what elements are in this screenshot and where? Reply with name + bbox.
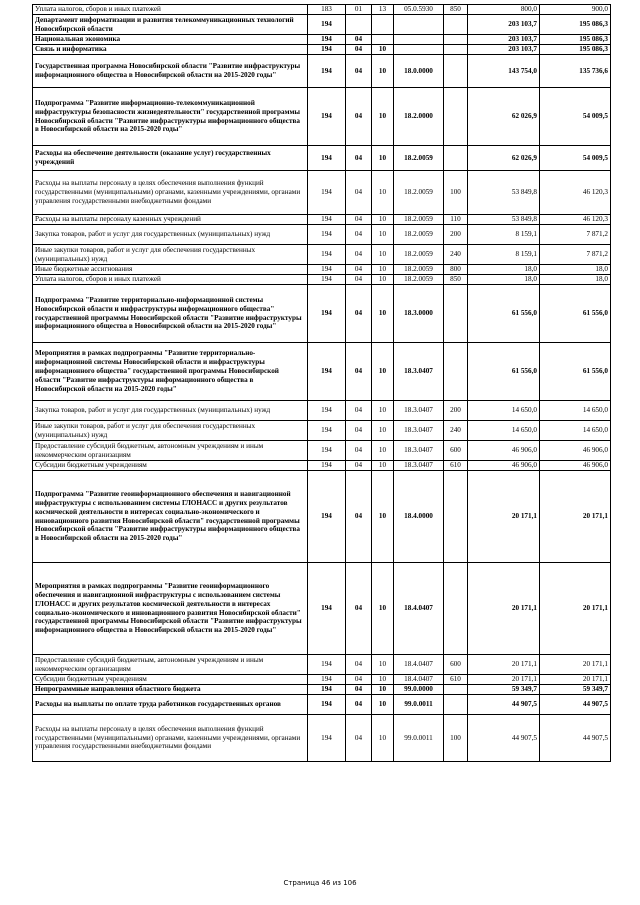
table-row	[33, 343, 611, 401]
cell-expense-type-code	[444, 55, 468, 88]
cell-subsection-code: 10	[372, 88, 394, 146]
cell-amount-year-1: 62 026,9	[468, 146, 540, 171]
cell-amount-year-2: 46 906,0	[540, 461, 611, 471]
cell-expense-name: Подпрограмма "Развитие геоинформационного обеспечения и навигационной инфраструктуры с использованием системы ГЛОНАСС и других результатов космической деятельности в интересах социально-экономического и инновационного развития Новосибирской области" государственной программы Новосибирской области "Развитие инфраструктуры информационного общества в Новосибирской области на 2015-2020 годы"	[33, 471, 308, 563]
cell-subsection-code: 10	[372, 715, 394, 762]
cell-subsection-code: 10	[372, 225, 394, 245]
cell-target-article-code: 18.2.0059	[394, 225, 444, 245]
cell-amount-year-2: 46 906,0	[540, 441, 611, 461]
cell-subsection-code: 10	[372, 401, 394, 421]
cell-expense-type-code: 200	[444, 225, 468, 245]
cell-section-code: 04	[346, 695, 372, 715]
cell-expense-name: Иные бюджетные ассигнования	[33, 265, 308, 275]
cell-target-article-code	[394, 45, 444, 55]
cell-expense-name: Государственная программа Новосибирской области "Развитие инфраструктуры информационного общества в Новосибирской области на 2015-2020 годы"	[33, 55, 308, 88]
cell-amount-year-2: 20 171,1	[540, 655, 611, 675]
cell-section-code: 04	[346, 715, 372, 762]
cell-target-article-code: 18.0.0000	[394, 55, 444, 88]
cell-expense-type-code	[444, 15, 468, 35]
cell-amount-year-1: 62 026,9	[468, 88, 540, 146]
cell-expense-name: Предоставление субсидий бюджетным, автономным учреждениям и иным некоммерческим организациям	[33, 441, 308, 461]
cell-subsection-code: 10	[372, 245, 394, 265]
cell-amount-year-1: 46 906,0	[468, 441, 540, 461]
cell-amount-year-2: 14 650,0	[540, 421, 611, 441]
cell-amount-year-1: 203 103,7	[468, 45, 540, 55]
cell-expense-type-code: 600	[444, 441, 468, 461]
cell-expense-type-code	[444, 285, 468, 343]
cell-expense-name: Национальная экономика	[33, 35, 308, 45]
cell-section-code: 04	[346, 35, 372, 45]
cell-department-code: 194	[308, 461, 346, 471]
cell-section-code: 04	[346, 225, 372, 245]
cell-expense-name: Уплата налогов, сборов и иных платежей	[33, 5, 308, 15]
cell-expense-type-code: 850	[444, 275, 468, 285]
cell-amount-year-2: 54 009,5	[540, 146, 611, 171]
cell-amount-year-1: 18,0	[468, 265, 540, 275]
cell-target-article-code: 18.3.0407	[394, 421, 444, 441]
cell-expense-name: Иные закупки товаров, работ и услуг для обеспечения государственных (муниципальных) нужд	[33, 245, 308, 265]
cell-expense-type-code: 100	[444, 171, 468, 215]
cell-amount-year-1: 59 349,7	[468, 685, 540, 695]
table-row	[33, 441, 611, 461]
cell-expense-name: Непрограммные направления областного бюджета	[33, 685, 308, 695]
table-row	[33, 265, 611, 275]
table-row	[33, 461, 611, 471]
cell-department-code: 194	[308, 55, 346, 88]
cell-section-code: 04	[346, 55, 372, 88]
cell-expense-type-code: 850	[444, 5, 468, 15]
cell-expense-type-code	[444, 45, 468, 55]
cell-target-article-code: 18.3.0407	[394, 401, 444, 421]
cell-section-code: 04	[346, 343, 372, 401]
cell-expense-type-code	[444, 146, 468, 171]
cell-amount-year-1: 143 754,0	[468, 55, 540, 88]
cell-expense-type-code	[444, 343, 468, 401]
cell-expense-name: Закупка товаров, работ и услуг для государственных (муниципальных) нужд	[33, 401, 308, 421]
cell-subsection-code: 10	[372, 655, 394, 675]
cell-amount-year-2: 7 871,2	[540, 225, 611, 245]
table-row	[33, 171, 611, 215]
cell-subsection-code: 10	[372, 441, 394, 461]
table-row	[33, 421, 611, 441]
cell-expense-name: Предоставление субсидий бюджетным, автономным учреждениям и иным некоммерческим организациям	[33, 655, 308, 675]
table-row	[33, 715, 611, 762]
cell-department-code: 194	[308, 563, 346, 655]
cell-department-code: 183	[308, 5, 346, 15]
table-row	[33, 675, 611, 685]
cell-expense-type-code: 240	[444, 421, 468, 441]
cell-target-article-code: 05.0.5930	[394, 5, 444, 15]
cell-section-code: 04	[346, 421, 372, 441]
cell-subsection-code: 10	[372, 675, 394, 685]
cell-subsection-code: 10	[372, 695, 394, 715]
cell-expense-type-code	[444, 563, 468, 655]
cell-amount-year-1: 20 171,1	[468, 655, 540, 675]
cell-subsection-code: 10	[372, 685, 394, 695]
cell-section-code: 04	[346, 685, 372, 695]
table-row	[33, 285, 611, 343]
cell-amount-year-2: 20 171,1	[540, 675, 611, 685]
cell-subsection-code: 10	[372, 215, 394, 225]
cell-department-code: 194	[308, 265, 346, 275]
cell-amount-year-2: 59 349,7	[540, 685, 611, 695]
cell-target-article-code	[394, 35, 444, 45]
cell-subsection-code: 13	[372, 5, 394, 15]
table-row	[33, 695, 611, 715]
budget-document-page	[32, 4, 610, 762]
cell-section-code: 04	[346, 88, 372, 146]
cell-section-code: 04	[346, 563, 372, 655]
table-row	[33, 15, 611, 35]
cell-expense-name: Связь и информатика	[33, 45, 308, 55]
cell-section-code	[346, 15, 372, 35]
cell-target-article-code: 18.4.0000	[394, 471, 444, 563]
cell-section-code: 04	[346, 146, 372, 171]
cell-amount-year-2: 18,0	[540, 275, 611, 285]
cell-target-article-code: 18.4.0407	[394, 655, 444, 675]
cell-department-code: 194	[308, 343, 346, 401]
cell-section-code: 04	[346, 461, 372, 471]
cell-expense-name: Мероприятия в рамках подпрограммы "Развитие территориально-информационной системы Новосибирской области и инфраструктуры информационного общества" государственной программы Новосибирской области "Развитие инфраструктуры информационного общества в Новосибирской области на 2015-2020 годы"	[33, 343, 308, 401]
cell-target-article-code: 18.4.0407	[394, 675, 444, 685]
cell-expense-type-code: 610	[444, 675, 468, 685]
cell-amount-year-2: 195 086,3	[540, 35, 611, 45]
cell-subsection-code: 10	[372, 421, 394, 441]
cell-department-code: 194	[308, 88, 346, 146]
cell-subsection-code: 10	[372, 55, 394, 88]
cell-department-code: 194	[308, 715, 346, 762]
table-row	[33, 5, 611, 15]
cell-amount-year-1: 203 103,7	[468, 15, 540, 35]
table-row	[33, 215, 611, 225]
cell-target-article-code: 18.2.0059	[394, 215, 444, 225]
cell-department-code: 194	[308, 245, 346, 265]
cell-expense-name: Иные закупки товаров, работ и услуг для обеспечения государственных (муниципальных) нужд	[33, 421, 308, 441]
cell-subsection-code: 10	[372, 343, 394, 401]
table-row	[33, 45, 611, 55]
cell-target-article-code	[394, 15, 444, 35]
cell-department-code: 194	[308, 35, 346, 45]
cell-target-article-code: 18.2.0059	[394, 171, 444, 215]
cell-subsection-code: 10	[372, 461, 394, 471]
cell-department-code: 194	[308, 685, 346, 695]
table-row	[33, 146, 611, 171]
cell-amount-year-1: 53 849,8	[468, 171, 540, 215]
table-row	[33, 685, 611, 695]
cell-department-code: 194	[308, 45, 346, 55]
cell-section-code: 04	[346, 441, 372, 461]
cell-expense-name: Подпрограмма "Развитие информационно-телекоммуникационной инфраструктуры безопасности жизнедеятельности" государственной программы Новосибирской области "Развитие инфраструктуры информационного общества в Новосибирской области на 2015-2020 годы"	[33, 88, 308, 146]
cell-section-code: 04	[346, 655, 372, 675]
cell-expense-name: Уплата налогов, сборов и иных платежей	[33, 275, 308, 285]
budget-table-body	[33, 5, 611, 762]
cell-expense-type-code	[444, 471, 468, 563]
cell-amount-year-2: 14 650,0	[540, 401, 611, 421]
cell-expense-name: Расходы на выплаты персоналу в целях обеспечения выполнения функций государственными (муниципальными) органами, казенными учреждениями, органами управления государственными внебюджетными фондами	[33, 715, 308, 762]
table-row	[33, 655, 611, 675]
cell-department-code: 194	[308, 215, 346, 225]
cell-department-code: 194	[308, 275, 346, 285]
cell-target-article-code: 18.2.0059	[394, 245, 444, 265]
cell-amount-year-1: 61 556,0	[468, 285, 540, 343]
cell-department-code: 194	[308, 285, 346, 343]
page-number-footer: Страница 46 из 106	[283, 879, 357, 887]
cell-section-code: 04	[346, 401, 372, 421]
cell-target-article-code: 18.2.0059	[394, 265, 444, 275]
cell-amount-year-2: 46 120,3	[540, 215, 611, 225]
table-row	[33, 471, 611, 563]
cell-target-article-code: 18.3.0407	[394, 343, 444, 401]
cell-amount-year-2: 7 871,2	[540, 245, 611, 265]
cell-expense-type-code: 610	[444, 461, 468, 471]
cell-amount-year-2: 900,0	[540, 5, 611, 15]
cell-amount-year-2: 18,0	[540, 265, 611, 275]
cell-department-code: 194	[308, 225, 346, 245]
cell-amount-year-2: 61 556,0	[540, 343, 611, 401]
cell-subsection-code: 10	[372, 146, 394, 171]
cell-department-code: 194	[308, 146, 346, 171]
cell-amount-year-1: 8 159,1	[468, 225, 540, 245]
cell-target-article-code: 18.3.0000	[394, 285, 444, 343]
cell-expense-type-code	[444, 685, 468, 695]
cell-amount-year-1: 203 103,7	[468, 35, 540, 45]
cell-amount-year-1: 14 650,0	[468, 421, 540, 441]
cell-expense-type-code: 200	[444, 401, 468, 421]
cell-target-article-code: 18.4.0407	[394, 563, 444, 655]
cell-amount-year-1: 800,0	[468, 5, 540, 15]
cell-department-code: 194	[308, 441, 346, 461]
cell-amount-year-2: 44 907,5	[540, 695, 611, 715]
cell-amount-year-1: 14 650,0	[468, 401, 540, 421]
cell-expense-name: Расходы на выплаты персоналу казенных учреждений	[33, 215, 308, 225]
cell-expense-name: Расходы на выплаты по оплате труда работников государственных органов	[33, 695, 308, 715]
cell-department-code: 194	[308, 471, 346, 563]
cell-amount-year-1: 20 171,1	[468, 675, 540, 685]
cell-expense-name: Расходы на выплаты персоналу в целях обеспечения выполнения функций государственными (муниципальными) органами, казенными учреждениями, органами управления государственными внебюджетными фондами	[33, 171, 308, 215]
cell-subsection-code	[372, 35, 394, 45]
cell-amount-year-2: 46 120,3	[540, 171, 611, 215]
cell-expense-type-code	[444, 88, 468, 146]
cell-section-code: 04	[346, 675, 372, 685]
cell-amount-year-2: 54 009,5	[540, 88, 611, 146]
cell-department-code: 194	[308, 401, 346, 421]
cell-expense-name: Субсидии бюджетным учреждениям	[33, 461, 308, 471]
table-row	[33, 275, 611, 285]
table-row	[33, 563, 611, 655]
cell-expense-name: Департамент информатизации и развития телекоммуникационных технологий Новосибирской области	[33, 15, 308, 35]
cell-target-article-code: 99.0.0000	[394, 685, 444, 695]
cell-department-code: 194	[308, 675, 346, 685]
table-row	[33, 88, 611, 146]
cell-department-code: 194	[308, 421, 346, 441]
cell-section-code: 01	[346, 5, 372, 15]
cell-expense-name: Субсидии бюджетным учреждениям	[33, 675, 308, 685]
budget-table	[32, 4, 611, 762]
cell-section-code: 04	[346, 275, 372, 285]
cell-amount-year-1: 44 907,5	[468, 695, 540, 715]
cell-subsection-code: 10	[372, 285, 394, 343]
cell-amount-year-1: 61 556,0	[468, 343, 540, 401]
cell-target-article-code: 18.2.0059	[394, 146, 444, 171]
cell-section-code: 04	[346, 171, 372, 215]
cell-amount-year-1: 44 907,5	[468, 715, 540, 762]
table-row	[33, 55, 611, 88]
cell-amount-year-2: 20 171,1	[540, 471, 611, 563]
cell-amount-year-2: 44 907,5	[540, 715, 611, 762]
cell-expense-name: Закупка товаров, работ и услуг для государственных (муниципальных) нужд	[33, 225, 308, 245]
table-row	[33, 401, 611, 421]
cell-section-code: 04	[346, 245, 372, 265]
cell-department-code: 194	[308, 15, 346, 35]
cell-section-code: 04	[346, 471, 372, 563]
cell-subsection-code: 10	[372, 563, 394, 655]
cell-section-code: 04	[346, 45, 372, 55]
cell-expense-type-code: 240	[444, 245, 468, 265]
cell-amount-year-1: 20 171,1	[468, 563, 540, 655]
cell-expense-type-code	[444, 695, 468, 715]
cell-department-code: 194	[308, 655, 346, 675]
cell-amount-year-2: 61 556,0	[540, 285, 611, 343]
cell-subsection-code: 10	[372, 275, 394, 285]
cell-subsection-code: 10	[372, 45, 394, 55]
cell-expense-type-code: 110	[444, 215, 468, 225]
cell-target-article-code: 18.2.0059	[394, 275, 444, 285]
cell-amount-year-1: 18,0	[468, 275, 540, 285]
table-row	[33, 225, 611, 245]
cell-amount-year-2: 195 086,3	[540, 15, 611, 35]
cell-expense-type-code: 800	[444, 265, 468, 275]
cell-target-article-code: 18.3.0407	[394, 461, 444, 471]
cell-subsection-code: 10	[372, 471, 394, 563]
cell-amount-year-2: 135 736,6	[540, 55, 611, 88]
cell-target-article-code: 18.3.0407	[394, 441, 444, 461]
cell-target-article-code: 99.0.0011	[394, 695, 444, 715]
cell-amount-year-1: 20 171,1	[468, 471, 540, 563]
cell-section-code: 04	[346, 285, 372, 343]
cell-section-code: 04	[346, 265, 372, 275]
cell-expense-name: Расходы на обеспечение деятельности (оказание услуг) государственных учреждений	[33, 146, 308, 171]
cell-expense-name: Подпрограмма "Развитие территориально-информационной системы Новосибирской области и инфраструктуры информационного общества" государственной программы Новосибирской области "Развитие инфраструктуры информационного общества в Новосибирской области на 2015-2020 годы"	[33, 285, 308, 343]
cell-subsection-code: 10	[372, 265, 394, 275]
cell-amount-year-2: 195 086,3	[540, 45, 611, 55]
cell-section-code: 04	[346, 215, 372, 225]
table-row	[33, 35, 611, 45]
cell-subsection-code: 10	[372, 171, 394, 215]
cell-department-code: 194	[308, 695, 346, 715]
cell-target-article-code: 18.2.0000	[394, 88, 444, 146]
cell-department-code: 194	[308, 171, 346, 215]
cell-amount-year-2: 20 171,1	[540, 563, 611, 655]
cell-amount-year-1: 53 849,8	[468, 215, 540, 225]
table-row	[33, 245, 611, 265]
cell-amount-year-1: 46 906,0	[468, 461, 540, 471]
cell-target-article-code: 99.0.0011	[394, 715, 444, 762]
cell-expense-name: Мероприятия в рамках подпрограммы "Развитие геоинформационного обеспечения и навигационной инфраструктуры с использованием системы ГЛОНАСС и других результатов космической деятельности в интересах социально-экономического и инновационного развития Новосибирской области" государственной программы Новосибирской области "Развитие инфраструктуры информационного общества в Новосибирской области на 2015-2020 годы"	[33, 563, 308, 655]
cell-subsection-code	[372, 15, 394, 35]
cell-amount-year-1: 8 159,1	[468, 245, 540, 265]
cell-expense-type-code	[444, 35, 468, 45]
cell-expense-type-code: 100	[444, 715, 468, 762]
cell-expense-type-code: 600	[444, 655, 468, 675]
